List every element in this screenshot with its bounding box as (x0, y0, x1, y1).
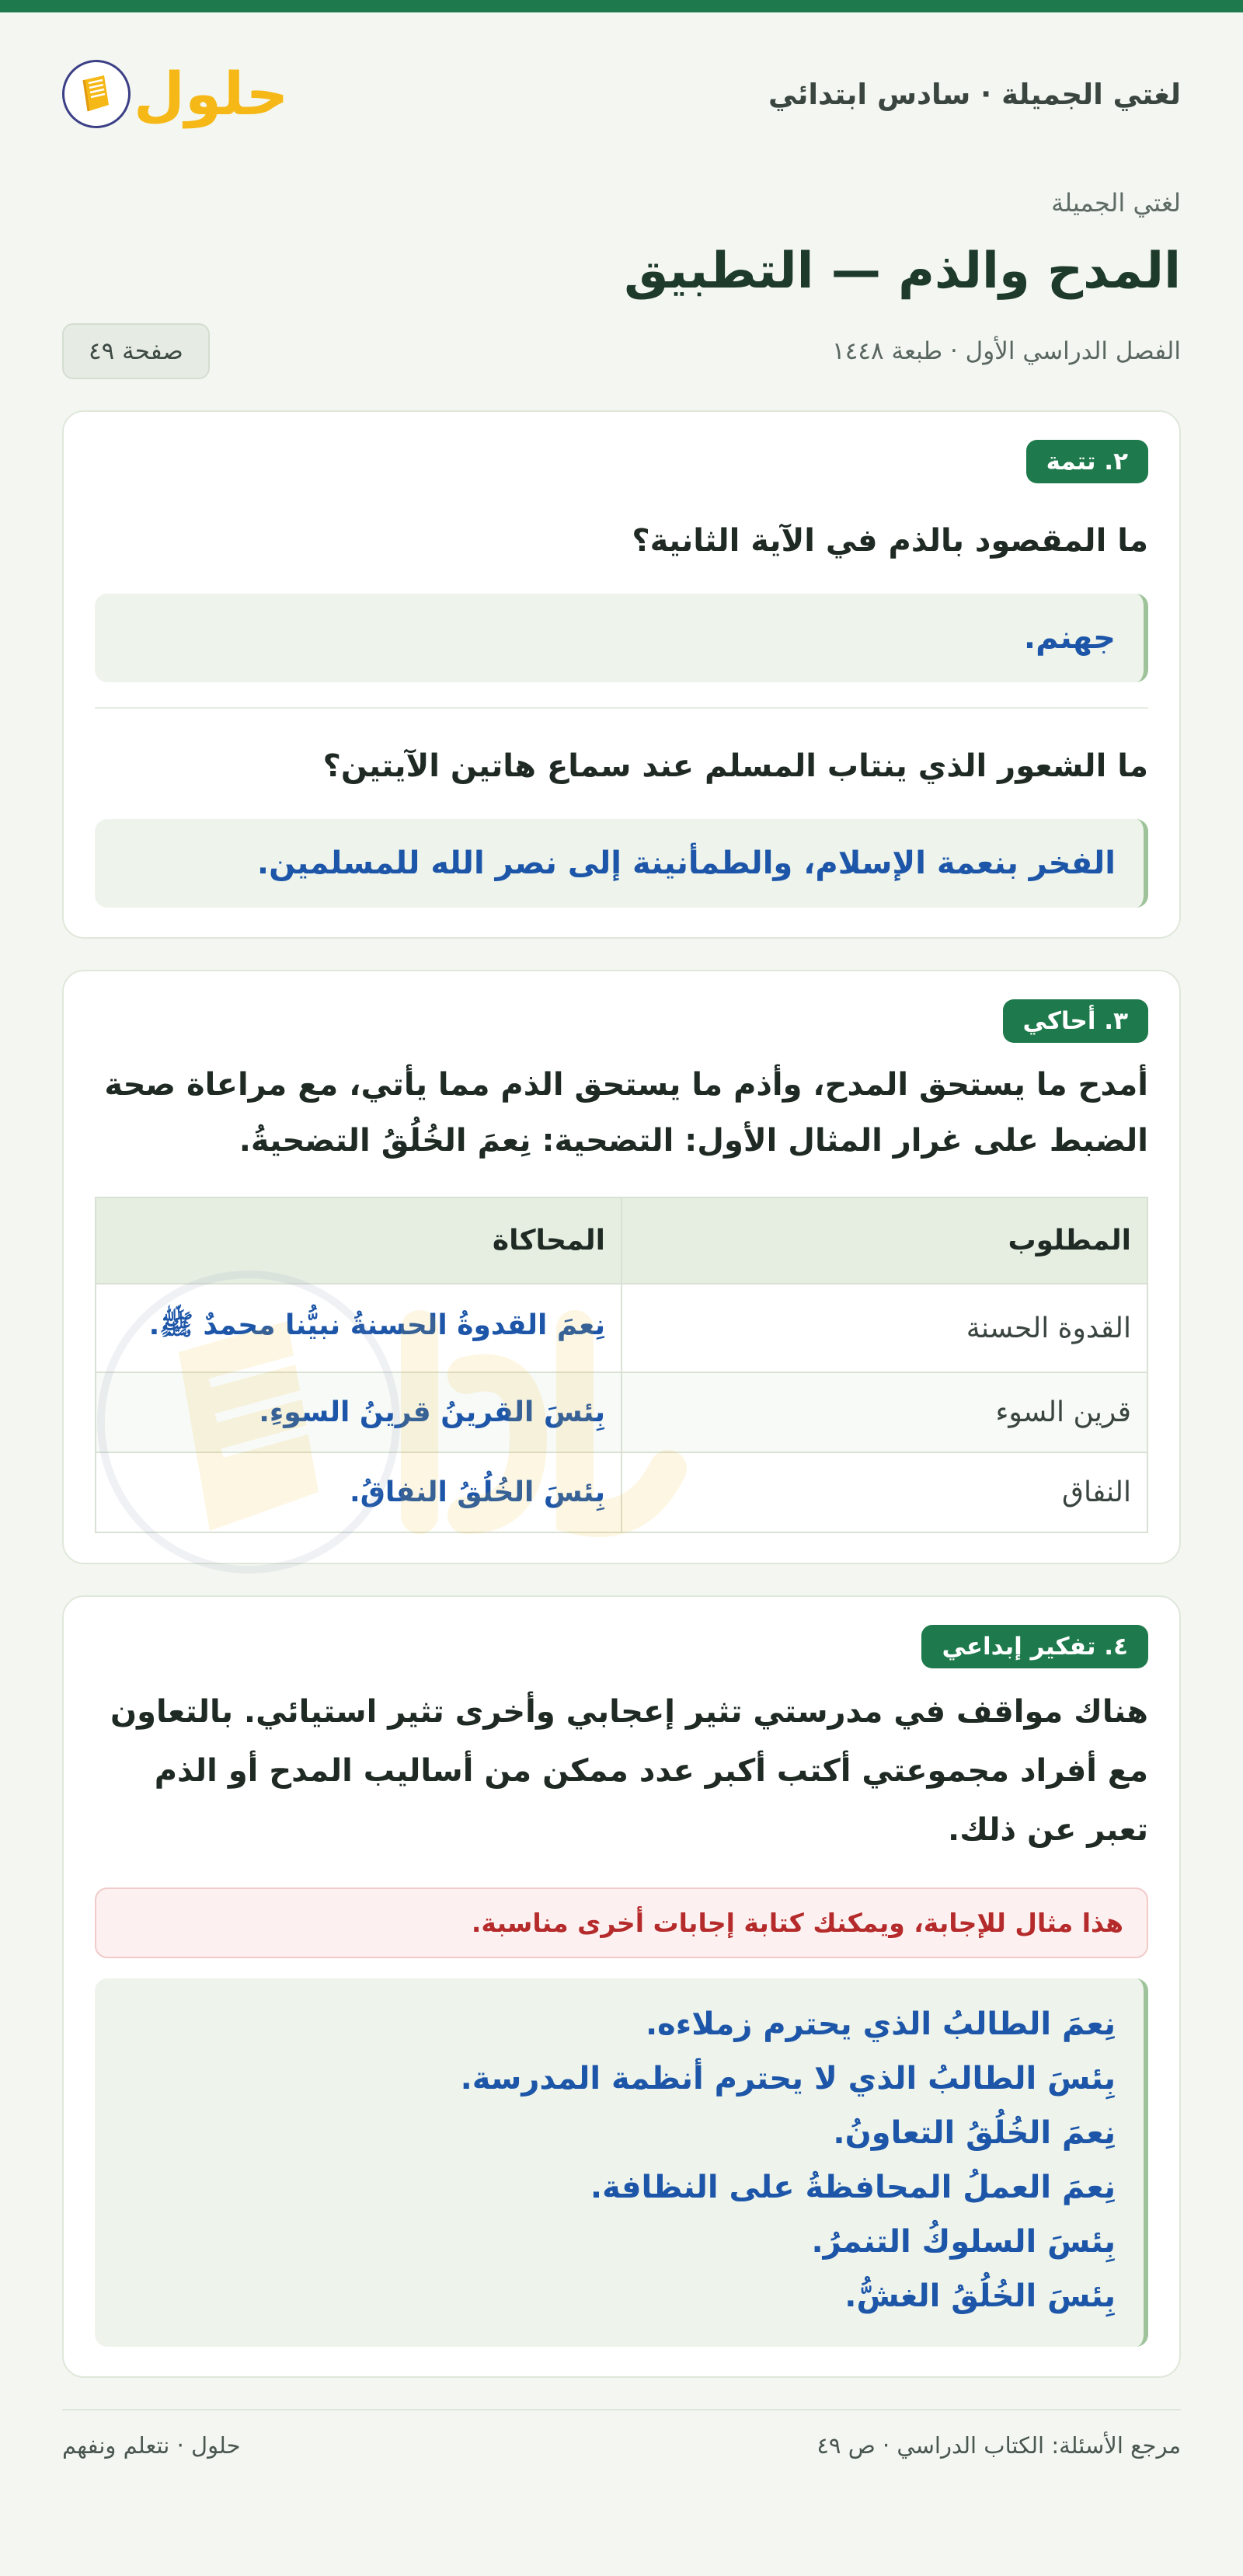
section-prompt: أمدح ما يستحق المدح، وأذم ما يستحق الذم مما يأتي، مع مراعاة صحة الضبط على غرار المثال الأول: التضحية: نِعمَ الخُلُقُ التضحيةُ. (104, 1067, 1148, 1159)
section-imitate-card (62, 970, 1181, 1564)
section-badge: ٤. تفكير إبداعي (921, 1625, 1148, 1668)
top-accent-bar (0, 0, 1243, 12)
cell-imitation: نِعمَ القدوةُ الحسنةُ نبيُّنا محمدٌ ﷺ. (96, 1284, 622, 1372)
table-row (96, 1372, 1147, 1452)
cell-required: قرين السوء (622, 1372, 1147, 1452)
footer-brand[interactable]: حلول · نتعلم ونفهم (62, 2432, 241, 2459)
edition-meta: الفصل الدراسي الأول · طبعة ١٤٤٨ (832, 337, 1181, 365)
cell-imitation: بِئسَ القرينُ قرينُ السوءِ. (96, 1372, 622, 1452)
imitation-table (95, 1197, 1148, 1533)
section-continuation-card (62, 410, 1181, 939)
question-block (95, 740, 1148, 908)
list-item: نِعمَ الطالبُ الذي يحترم زملاءه. (645, 2006, 1116, 2042)
cell-required: القدوة الحسنة (622, 1284, 1147, 1372)
section-badge: ٢. تتمة (1026, 440, 1148, 483)
meta-row (62, 323, 1181, 379)
site-logo[interactable] (62, 60, 288, 128)
list-item: بِئسَ السلوكُ التنمرُ. (811, 2224, 1116, 2260)
page-container (62, 12, 1181, 2490)
subject-label: لغتي الجميلة (1051, 188, 1181, 218)
table-row (96, 1452, 1147, 1532)
table-row (96, 1284, 1147, 1372)
example-note: هذا مثال للإجابة، ويمكنك كتابة إجابات أخرى مناسبة. (95, 1888, 1148, 1958)
divider (95, 707, 1148, 709)
table-header-row (96, 1197, 1147, 1284)
list-item: بِئسَ الخُلُقُ الغشُّ. (844, 2278, 1116, 2314)
site-header (62, 12, 1181, 137)
cell-required: النفاق (622, 1452, 1147, 1532)
list-item: بِئسَ الطالبُ الذي لا يحترم أنظمة المدرسة. (460, 2061, 1116, 2097)
column-header-imitation: المحاكاة (96, 1197, 622, 1284)
page-footer (62, 2409, 1181, 2490)
header-breadcrumb[interactable]: لغتي الجميلة · سادس ابتدائي (768, 77, 1181, 111)
question-text: ما المقصود بالذم في الآية الثانية؟ (632, 523, 1148, 559)
book-icon (62, 60, 131, 128)
section-badge: ٣. أحاكي (1003, 999, 1149, 1043)
cell-imitation: بِئسَ الخُلُقُ النفاقُ. (96, 1452, 622, 1532)
list-item: نِعمَ العملُ المحافظةُ على النظافة. (590, 2170, 1116, 2205)
question-block (95, 514, 1148, 682)
list-item: نِعمَ الخُلُقُ التعاونُ. (833, 2115, 1116, 2151)
section-prompt: هناك مواقف في مدرستي تثير إعجابي وأخرى تثير استيائي. بالتعاون مع أفراد مجموعتي أكتب أكبر عدد ممكن من أساليب المدح أو الذم تعبر عن ذلك. (110, 1694, 1148, 1848)
footer-reference: مرجع الأسئلة: الكتاب الدراسي · ص ٤٩ (816, 2432, 1181, 2459)
answers-list (95, 1978, 1148, 2347)
column-header-required: المطلوب (622, 1197, 1147, 1284)
logo-wordmark: حلول (134, 59, 289, 128)
section-creative-card (62, 1595, 1181, 2378)
page-number-badge: صفحة ٤٩ (62, 323, 210, 379)
answer-box: الفخر بنعمة الإسلام، والطمأنينة إلى نصر الله للمسلمين. (95, 819, 1148, 908)
page-title: المدح والذم — التطبيق (624, 242, 1181, 300)
answer-box: جهنم. (95, 594, 1148, 682)
question-text: ما الشعور الذي ينتاب المسلم عند سماع هاتين الآيتين؟ (322, 748, 1148, 784)
